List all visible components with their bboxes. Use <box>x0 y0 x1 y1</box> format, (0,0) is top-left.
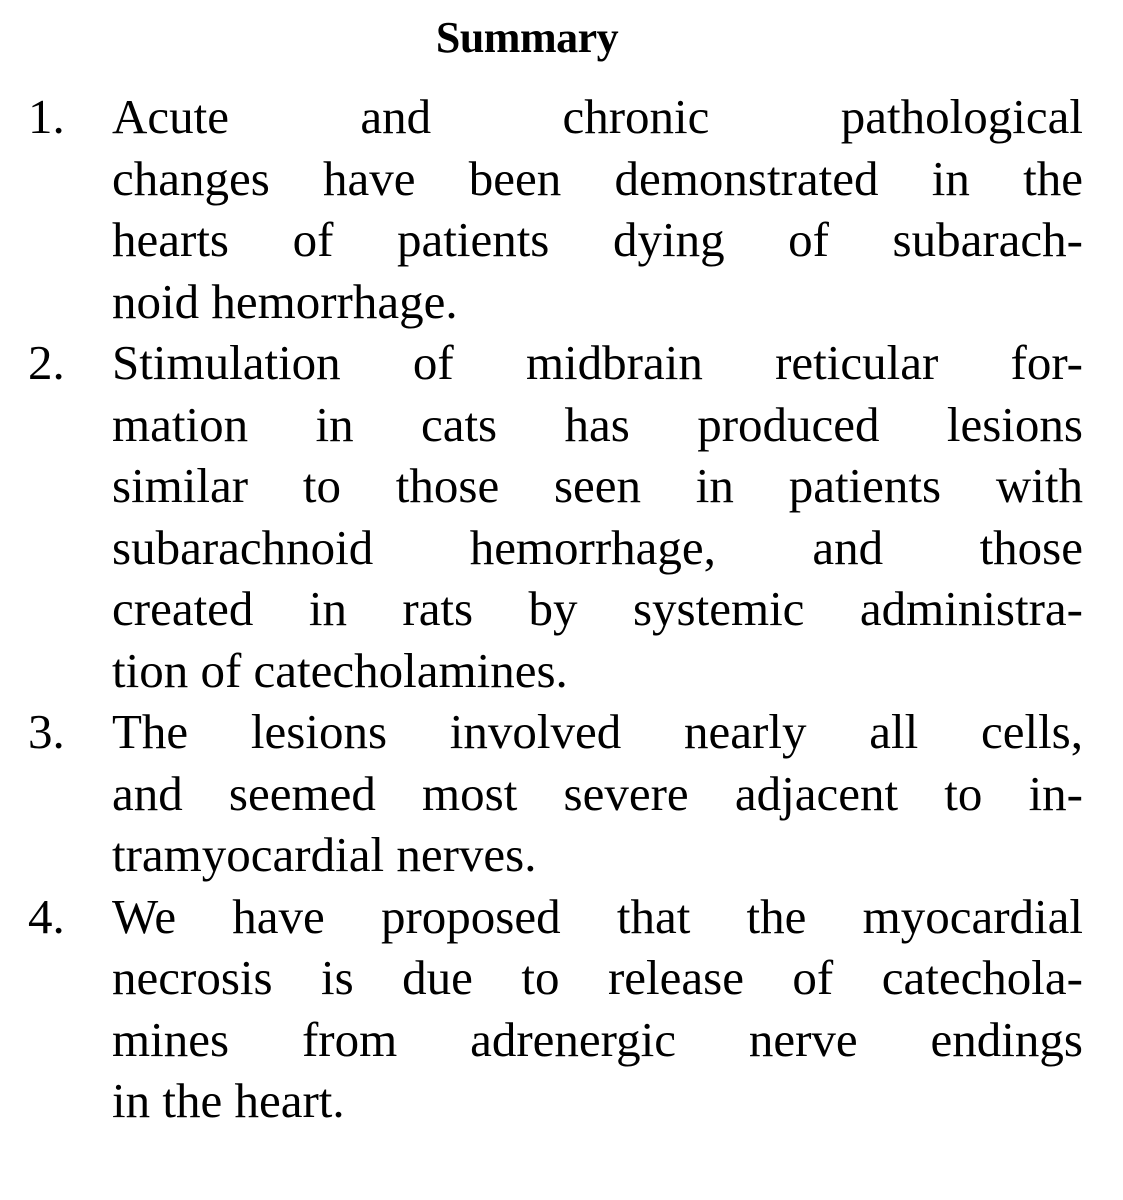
summary-list <box>28 86 1083 1132</box>
text-line: mines from adrenergic nerve endings <box>112 1011 1083 1067</box>
item-number: 1. <box>28 89 65 144</box>
item-number: 4. <box>28 888 65 944</box>
summary-item-1 <box>28 86 1083 332</box>
item-text <box>112 332 1083 701</box>
text-line: changes have been demonstrated in the <box>112 150 1083 206</box>
summary-item-4 <box>28 886 1083 1132</box>
text-line: subarachnoid hemorrhage, and those <box>112 519 1083 575</box>
item-text <box>112 886 1083 1132</box>
text-line: in the heart. <box>112 1073 345 1128</box>
text-line: similar to those seen in patients with <box>112 458 1083 513</box>
text-line: noid hemorrhage. <box>112 273 458 329</box>
item-number: 3. <box>28 704 65 759</box>
item-text <box>112 86 1083 332</box>
text-line: tion of catecholamines. <box>112 642 568 698</box>
text-line: Stimulation of midbrain reticular for- <box>112 335 1083 390</box>
section-heading: Summary <box>435 13 619 62</box>
text-line: created in rats by systemic administra- <box>112 581 1083 636</box>
text-line: necrosis is due to release of catechola- <box>112 950 1083 1005</box>
text-line: The lesions involved nearly all cells, <box>112 704 1083 759</box>
text-line: mation in cats has produced lesions <box>112 396 1083 452</box>
text-line: hearts of patients dying of subarach- <box>112 212 1083 267</box>
text-line: and seemed most severe adjacent to in- <box>112 765 1083 821</box>
item-text <box>112 701 1083 886</box>
text-line: Acute and chronic pathological <box>112 89 1083 144</box>
summary-item-3 <box>28 701 1083 886</box>
text-line: tramyocardial nerves. <box>112 827 537 882</box>
text-line: We have proposed that the myocardial <box>112 888 1083 944</box>
item-number: 2. <box>28 335 65 390</box>
summary-item-2 <box>28 332 1083 701</box>
